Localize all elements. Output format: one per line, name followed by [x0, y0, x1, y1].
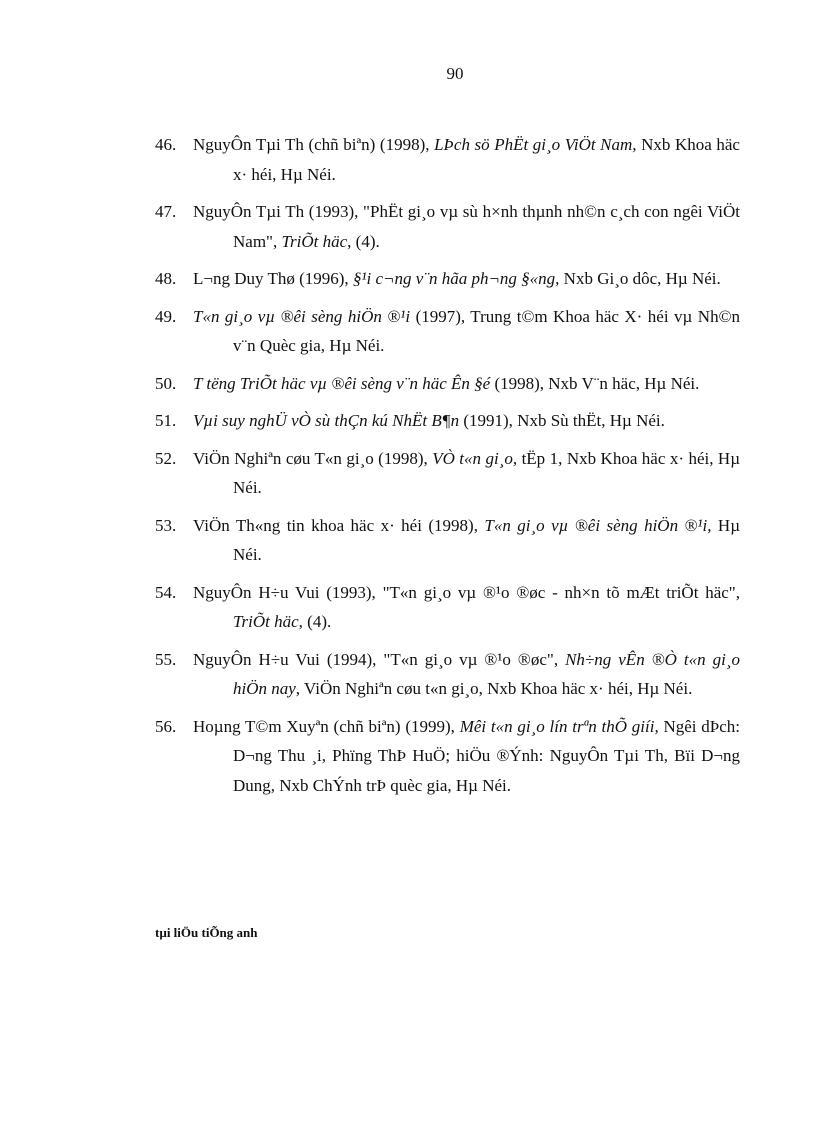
reference-item: [155, 511, 740, 570]
reference-text: Hoµng T©m Xuyªn (chñ biªn) (1999),: [193, 716, 460, 736]
reference-item: [155, 130, 740, 189]
reference-number: 48.: [155, 269, 177, 288]
reference-text: (1997), Trung t©m Khoa häc X· héi vµ Nh©n v¨n Quèc gia, Hµ Néi.: [233, 306, 741, 355]
reference-list: [155, 130, 740, 808]
reference-title: T tëng TriÕt häc vµ ®êi sèng v¨n häc Ên §é: [193, 373, 491, 393]
reference-text: , (4).: [347, 231, 380, 251]
reference-item: [155, 406, 740, 436]
reference-text: (1998), Nxb V¨n häc, Hµ Néi.: [490, 373, 700, 393]
reference-number: 50.: [155, 373, 177, 393]
reference-title: Vµi suy nghÜ vÒ sù thÇn kú NhËt B¶n: [193, 411, 460, 430]
page-number: 90: [446, 64, 464, 83]
reference-text: Ngêi dÞch: D¬ng Thu ¸i, Phïng ThÞ HuÖ; hiÖu ®Ýnh: NguyÔn Tµi Th, Bïi D¬ng Dung, Nxb ChÝnh trÞ quèc gia, Hµ Néi.: [233, 716, 740, 795]
reference-number: 47.: [155, 202, 177, 221]
reference-title: VÒ t«n gi¸o: [432, 448, 513, 468]
reference-title: T«n gi¸o vµ ®êi sèng hiÖn ®¹i: [193, 306, 411, 326]
reference-text: , tËp 1, Nxb Khoa häc x· héi, Hµ Néi.: [233, 448, 740, 497]
reference-text: , (4).: [298, 612, 332, 631]
reference-text: Hµ Néi.: [233, 515, 741, 564]
reference-number: 53.: [155, 515, 177, 535]
reference-title: TriÕt häc: [281, 231, 348, 251]
reference-item: [155, 197, 740, 256]
reference-title: Nh÷ng vÊn ®Ò t«n gi¸o hiÖn nay: [233, 649, 740, 698]
reference-item: [155, 712, 740, 801]
reference-number: 52.: [155, 448, 177, 468]
reference-title: §¹i c¬ng v¨n hãa ph¬ng §«ng,: [352, 269, 560, 288]
reference-text: (1991), Nxb Sù thËt, Hµ Néi.: [459, 411, 665, 430]
reference-number: 54.: [155, 582, 177, 602]
reference-text: , ViÖn Nghiªn cøu t«n gi¸o, Nxb Khoa häc x· héi, Hµ Néi.: [295, 679, 693, 698]
reference-text: ViÖn Nghiªn cøu T«n gi¸o (1998),: [193, 448, 433, 468]
reference-number: 46.: [155, 135, 177, 154]
reference-item: [155, 444, 740, 503]
reference-title: Mêi t«n gi¸o lín trªn thÕ giíi,: [459, 716, 659, 736]
reference-number: 49.: [155, 306, 177, 326]
reference-text: Nxb Khoa häc x· héi, Hµ Néi.: [233, 135, 740, 184]
reference-item: [155, 302, 740, 361]
reference-title: TriÕt häc: [233, 612, 299, 631]
reference-number: 56.: [155, 716, 177, 736]
reference-number: 51.: [155, 411, 177, 430]
reference-item: [155, 369, 740, 399]
reference-title: T«n gi¸o vµ ®êi sèng hiÖn ®¹i,: [484, 515, 712, 535]
reference-number: 55.: [155, 649, 177, 669]
reference-text: NguyÔn H÷u Vui (1994), "T«n gi¸o vµ ®¹o ®øc",: [193, 649, 566, 669]
reference-text: NguyÔn H÷u Vui (1993), "T«n gi¸o vµ ®¹o ®øc - nh×n tõ mÆt triÕt häc",: [193, 582, 740, 602]
reference-text: NguyÔn Tµi Th (1993), "PhËt gi¸o vµ sù h×nh thµnh nh©n c¸ch con ngêi ViÖt Nam",: [193, 202, 740, 251]
reference-text: L¬ng Duy Thø (1996),: [193, 269, 353, 288]
reference-text: Nxb Gi¸o dôc, Hµ Néi.: [559, 269, 721, 288]
reference-item: [155, 578, 740, 637]
reference-text: NguyÔn Tµi Th (chñ biªn) (1998),: [193, 135, 435, 154]
reference-item: [155, 645, 740, 704]
reference-text: ViÖn Th«ng tin khoa häc x· héi (1998),: [193, 515, 485, 535]
reference-title: LÞch sö PhËt gi¸o ViÖt Nam,: [434, 135, 637, 154]
section-heading: tµi liÖu tiÕng anh: [155, 925, 258, 940]
reference-item: [155, 264, 740, 294]
